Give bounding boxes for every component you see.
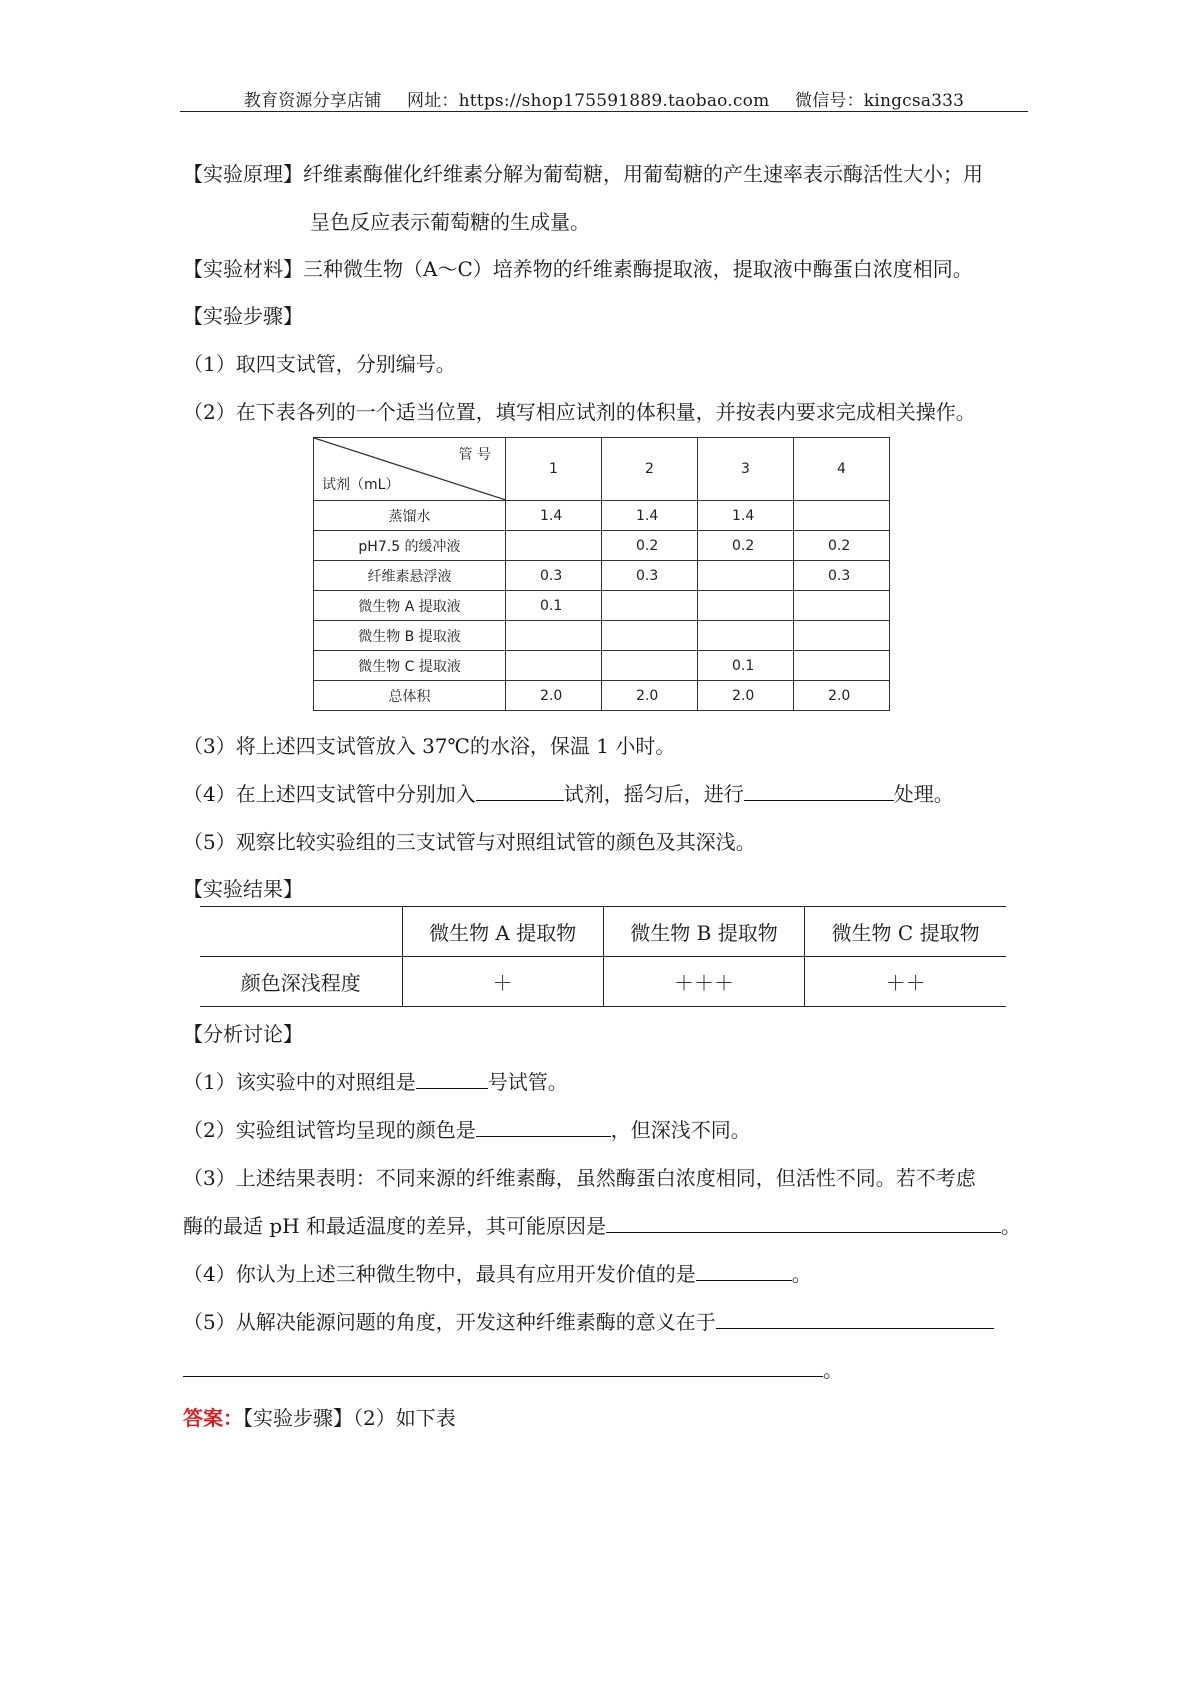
reagent-row-label: 纤维素悬浮液	[314, 561, 506, 591]
significance-blank[interactable]	[716, 1308, 994, 1329]
results-table	[200, 906, 1006, 1007]
q5-text-a: （5）从解决能源问题的角度，开发这种纤维素酶的意义在于	[183, 1310, 716, 1334]
reagent-cell	[506, 531, 602, 561]
q2-text-b: ，但深浅不同。	[610, 1118, 751, 1142]
question-3-line-2	[183, 1210, 1021, 1239]
reagent-cell	[794, 591, 890, 621]
results-value: ＋＋＋	[603, 957, 804, 1007]
materials-label: 【实验材料】	[183, 257, 303, 281]
question-2	[183, 1114, 751, 1143]
reagent-cell: 0.2	[602, 531, 698, 561]
reagent-cell	[602, 621, 698, 651]
results-corner-cell	[200, 907, 402, 957]
reagent-cell	[794, 501, 890, 531]
reagent-cell	[698, 591, 794, 621]
reagent-row	[314, 651, 890, 681]
reagent-row-label: pH7.5 的缓冲液	[314, 531, 506, 561]
principle-line-2: 呈色反应表示葡萄糖的生成量。	[310, 210, 590, 234]
reagent-row	[314, 531, 890, 561]
reagent-cell	[506, 651, 602, 681]
reagent-cell	[794, 621, 890, 651]
materials-text: 三种微生物（A～C）培养物的纤维素酶提取液，提取液中酶蛋白浓度相同。	[303, 257, 973, 281]
step-4-text-c: 处理。	[893, 782, 954, 806]
q4-text-b: 。	[791, 1262, 812, 1286]
reagent-unit-label: 试剂（mL）	[322, 477, 400, 493]
results-value: ＋	[402, 957, 603, 1007]
question-5-continuation	[183, 1354, 843, 1383]
q1-text-b: 号试管。	[487, 1070, 568, 1094]
reagent-cell: 2.0	[794, 681, 890, 711]
answer-label: 答案：	[183, 1406, 243, 1430]
microbe-blank[interactable]	[696, 1260, 792, 1281]
tube-col-header: 4	[794, 438, 890, 501]
steps-heading: 【实验步骤】	[183, 304, 303, 328]
q4-text-a: （4）你认为上述三种微生物中，最具有应用开发价值的是	[183, 1262, 696, 1286]
reagent-row	[314, 681, 890, 711]
reagent-cell: 0.3	[506, 561, 602, 591]
reagent-cell: 0.3	[602, 561, 698, 591]
step-4-text-b: 试剂，摇匀后，进行	[563, 782, 744, 806]
reagent-cell: 1.4	[698, 501, 794, 531]
reagent-row	[314, 621, 890, 651]
reagent-row	[314, 561, 890, 591]
reagent-row-label: 蒸馏水	[314, 501, 506, 531]
reason-blank[interactable]	[606, 1212, 1001, 1233]
results-col-header: 微生物 B 提取物	[603, 907, 804, 957]
reagent-cell: 1.4	[602, 501, 698, 531]
principle-line-1	[183, 158, 983, 187]
q1-text-a: （1）该实验中的对照组是	[183, 1070, 416, 1094]
reagent-blank[interactable]	[476, 780, 564, 801]
reagent-cell: 0.1	[698, 651, 794, 681]
reagent-cell: 0.3	[794, 561, 890, 591]
principle-text-1: 纤维素酶催化纤维素分解为葡萄糖，用葡萄糖的产生速率表示酶活性大小；用	[303, 162, 983, 186]
question-4	[183, 1258, 812, 1287]
reagent-cell	[602, 591, 698, 621]
step-3: （3）将上述四支试管放入 37℃的水浴，保温 1 小时。	[183, 734, 676, 758]
step-4	[183, 778, 954, 807]
principle-label: 【实验原理】	[183, 162, 303, 186]
reagent-cell: 2.0	[602, 681, 698, 711]
results-header-row	[200, 907, 1006, 957]
results-value: ＋＋	[805, 957, 1006, 1007]
discussion-heading: 【分析讨论】	[183, 1022, 303, 1046]
q2-text-a: （2）实验组试管均呈现的颜色是	[183, 1118, 476, 1142]
treatment-blank[interactable]	[744, 780, 894, 801]
reagent-cell	[602, 651, 698, 681]
control-group-blank[interactable]	[416, 1068, 488, 1089]
q5-end: 。	[823, 1358, 843, 1382]
reagent-row-label: 微生物 A 提取液	[314, 591, 506, 621]
tube-col-header: 3	[698, 438, 794, 501]
step-2: （2）在下表各列的一个适当位置，填写相应试剂的体积量，并按表内要求完成相关操作。	[183, 400, 976, 424]
reagent-cell	[698, 621, 794, 651]
reagent-row-label: 微生物 B 提取液	[314, 621, 506, 651]
results-row	[200, 957, 1006, 1007]
q3-text-a: 酶的最适 pH 和最适温度的差异，其可能原因是	[183, 1214, 606, 1238]
reagent-table	[313, 437, 890, 711]
question-1	[183, 1066, 568, 1095]
tube-number-label: 管 号	[458, 447, 491, 463]
materials-line	[183, 253, 973, 282]
question-5	[183, 1306, 994, 1335]
results-heading: 【实验结果】	[183, 877, 303, 901]
reagent-row-label: 微生物 C 提取液	[314, 651, 506, 681]
tube-col-header: 2	[602, 438, 698, 501]
reagent-cell: 1.4	[506, 501, 602, 531]
reagent-cell	[506, 621, 602, 651]
shop-name: 教育资源分享店铺	[243, 91, 382, 111]
header-divider	[180, 111, 1028, 112]
page-header	[180, 86, 1028, 111]
wechat-id: 微信号：kingcsa333	[795, 91, 965, 111]
reagent-cell: 2.0	[698, 681, 794, 711]
results-col-header: 微生物 A 提取物	[402, 907, 603, 957]
step-1: （1）取四支试管，分别编号。	[183, 352, 456, 376]
reagent-table-header-row	[314, 438, 890, 501]
shop-url: 网址：https://shop175591889.taobao.com	[407, 91, 770, 111]
significance-blank-continued[interactable]	[183, 1356, 823, 1377]
results-row-label: 颜色深浅程度	[200, 957, 402, 1007]
tube-col-header: 1	[506, 438, 602, 501]
answer-text: 【实验步骤】（2）如下表	[243, 1406, 456, 1430]
reagent-cell: 0.2	[794, 531, 890, 561]
reagent-row	[314, 501, 890, 531]
reagent-cell: 0.1	[506, 591, 602, 621]
answer-line	[183, 1402, 456, 1431]
question-3-line-1: （3）上述结果表明：不同来源的纤维素酶，虽然酶蛋白浓度相同，但活性不同。若不考虑	[183, 1166, 976, 1190]
reagent-cell	[794, 651, 890, 681]
step-4-text-a: （4）在上述四支试管中分别加入	[183, 782, 476, 806]
reagent-row	[314, 591, 890, 621]
reagent-row-label: 总体积	[314, 681, 506, 711]
q3-text-b: 。	[1000, 1214, 1021, 1238]
reagent-cell	[698, 561, 794, 591]
step-5: （5）观察比较实验组的三支试管与对照组试管的颜色及其深浅。	[183, 830, 756, 854]
reagent-cell: 0.2	[698, 531, 794, 561]
reagent-cell: 2.0	[506, 681, 602, 711]
reagent-table-corner-cell	[314, 438, 506, 501]
results-col-header: 微生物 C 提取物	[805, 907, 1006, 957]
color-blank[interactable]	[476, 1116, 611, 1137]
